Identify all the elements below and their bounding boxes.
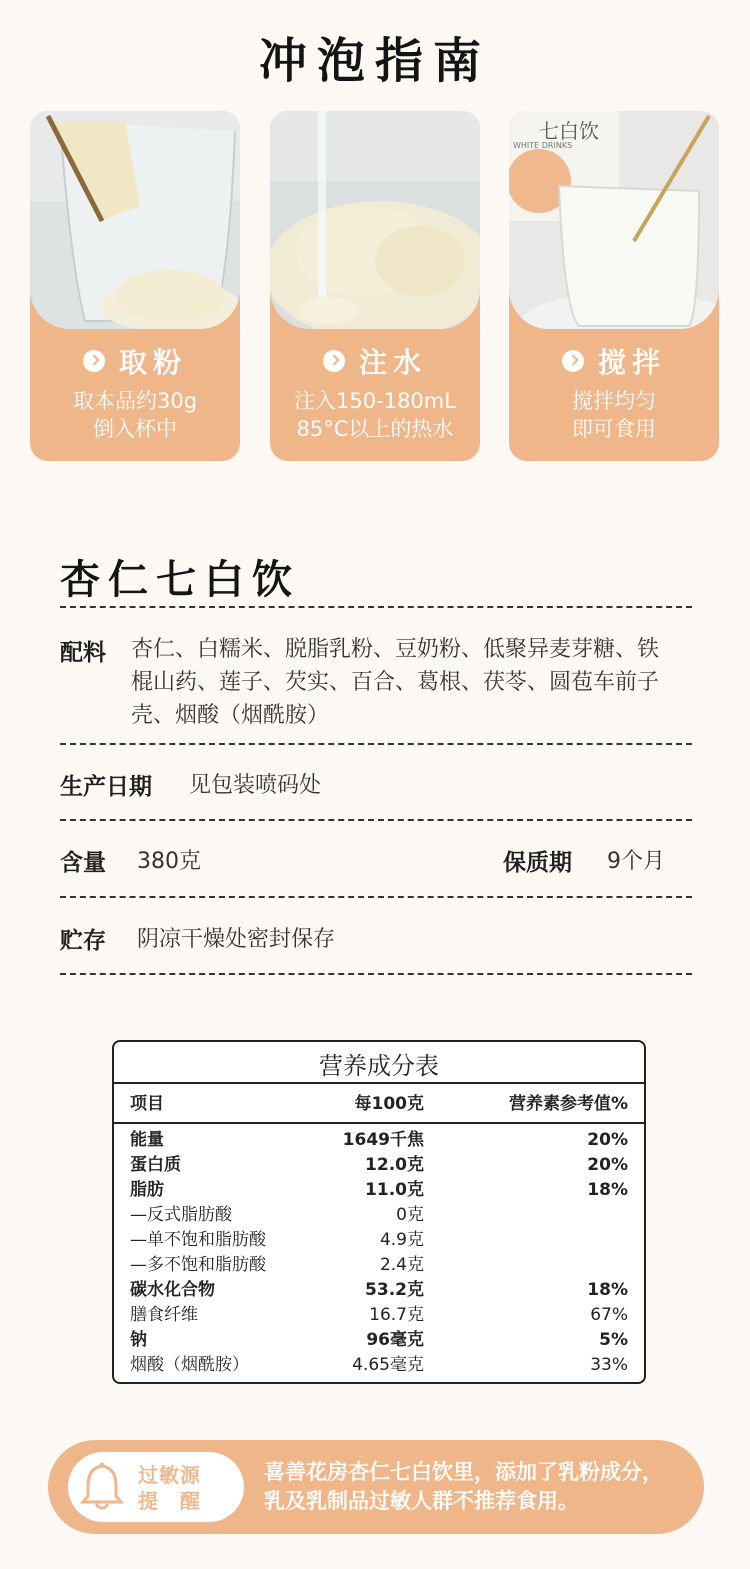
per-100g-value: 4.65毫克 [352, 1355, 424, 1375]
table-row [114, 1278, 644, 1303]
step-title: 搅拌 [509, 341, 719, 381]
allergy-badge [68, 1452, 244, 1522]
step-text-line: 搅拌均匀 [572, 389, 656, 413]
header-per100: 每100克 [354, 1094, 424, 1114]
table-row [114, 1203, 644, 1228]
chevron-right-icon [562, 350, 584, 372]
table-row [114, 1178, 644, 1203]
divider [60, 743, 692, 745]
divider [60, 819, 692, 821]
content-label: 含量 [60, 850, 106, 876]
ingredients-line: 棍山药、莲子、芡实、百合、葛根、茯苓、圆苞车前子 [131, 670, 660, 695]
ingredients-line: 壳、烟酸（烟酰胺） [131, 703, 330, 728]
nrv-percent: 5% [599, 1330, 628, 1350]
nutrient-name: 膳食纤维 [130, 1305, 198, 1325]
allergy-notice [48, 1440, 704, 1534]
bell-icon [80, 1462, 124, 1512]
per-100g-value: 96毫克 [366, 1330, 424, 1350]
per-100g-value: 53.2克 [365, 1280, 424, 1300]
shelf-life-label: 保质期 [503, 850, 572, 876]
bottle-label-text: 七白饮 [539, 119, 599, 143]
nutrient-name: 脂肪 [130, 1180, 164, 1200]
per-100g-value: 1649千焦 [342, 1130, 424, 1150]
divider [60, 973, 692, 975]
badge-line: 过敏源 [138, 1463, 201, 1487]
chevron-right-icon [83, 350, 105, 372]
header-nrv: 营养素参考值% [508, 1094, 628, 1114]
step-photo-powder-in-glass [30, 111, 240, 329]
per-100g-value: 4.9克 [379, 1230, 424, 1250]
nrv-percent: 20% [587, 1130, 628, 1150]
table-row [114, 1228, 644, 1253]
ingredients-text [131, 633, 659, 732]
nutrient-name: —单不饱和脂肪酸 [130, 1230, 266, 1250]
table-header-row [114, 1092, 644, 1117]
ingredients-label: 配料 [60, 640, 106, 666]
table-rule [114, 1082, 644, 1084]
step-card-take-powder [30, 111, 240, 461]
step-text-line: 取本品约30g [72, 389, 198, 413]
nutrient-name: 能量 [130, 1130, 164, 1150]
ingredients-line: 杏仁、白糯米、脱脂乳粉、豆奶粉、低聚异麦芽糖、铁 [131, 637, 660, 662]
allergy-message-line: 喜善花房杏仁七白饮里，添加了乳粉成分， [264, 1460, 663, 1484]
nrv-percent: 20% [587, 1155, 628, 1175]
nutrient-name: —反式脂肪酸 [130, 1205, 232, 1225]
step-text-line: 倒入杯中 [93, 417, 177, 441]
production-date-label: 生产日期 [60, 774, 152, 800]
step-title: 注水 [270, 341, 480, 381]
table-row [114, 1328, 644, 1353]
table-row [114, 1128, 644, 1153]
step-text-line: 85°C以上的热水 [296, 417, 454, 441]
nutrient-name: 碳水化合物 [130, 1280, 215, 1300]
nutrient-name: 钠 [130, 1330, 147, 1350]
nrv-percent: 18% [587, 1180, 628, 1200]
production-date-value: 见包装喷码处 [189, 773, 322, 798]
nutrient-name: 烟酸（烟酰胺） [130, 1355, 249, 1375]
per-100g-value: 0克 [396, 1205, 424, 1225]
bottle-label-subtext: WHITE DRINKS [513, 141, 573, 150]
allergy-message-line: 乳及乳制品过敏人群不推荐食用。 [264, 1489, 579, 1513]
header-item: 项目 [130, 1094, 164, 1114]
step-text-line: 即可食用 [572, 417, 656, 441]
nrv-percent: 67% [590, 1305, 628, 1325]
nutrient-name: 蛋白质 [130, 1155, 181, 1175]
table-rule [114, 1122, 644, 1124]
per-100g-value: 12.0克 [365, 1155, 424, 1175]
guide-title: 冲泡指南 [258, 33, 491, 89]
per-100g-value: 16.7克 [369, 1305, 424, 1325]
storage-value: 阴凉干燥处密封保存 [137, 927, 336, 952]
step-title: 取粉 [30, 341, 240, 381]
table-row [114, 1153, 644, 1178]
nrv-percent: 18% [587, 1280, 628, 1300]
table-row [114, 1303, 644, 1328]
shelf-life-value: 9个月 [607, 849, 665, 874]
content-value: 380克 [137, 849, 201, 874]
nutrition-table [112, 1040, 646, 1384]
per-100g-value: 11.0克 [365, 1180, 424, 1200]
table-row [114, 1253, 644, 1278]
step-text-line: 注入150-180mL [294, 389, 456, 413]
badge-line: 提 醒 [138, 1489, 201, 1513]
product-title: 杏仁七白饮 [60, 556, 300, 603]
nutrition-table-title: 营养成分表 [319, 1052, 439, 1080]
step-card-stir [509, 111, 719, 461]
step-photo-glass-of-drink [509, 111, 719, 329]
table-row [114, 1353, 644, 1378]
nrv-percent: 33% [590, 1355, 628, 1375]
nutrient-name: —多不饱和脂肪酸 [130, 1255, 266, 1275]
divider [60, 896, 692, 898]
per-100g-value: 2.4克 [379, 1255, 424, 1275]
divider [60, 606, 692, 608]
step-photo-pouring-water [270, 111, 480, 329]
step-card-add-water [270, 111, 480, 461]
chevron-right-icon [323, 350, 345, 372]
storage-label: 贮存 [60, 928, 106, 954]
